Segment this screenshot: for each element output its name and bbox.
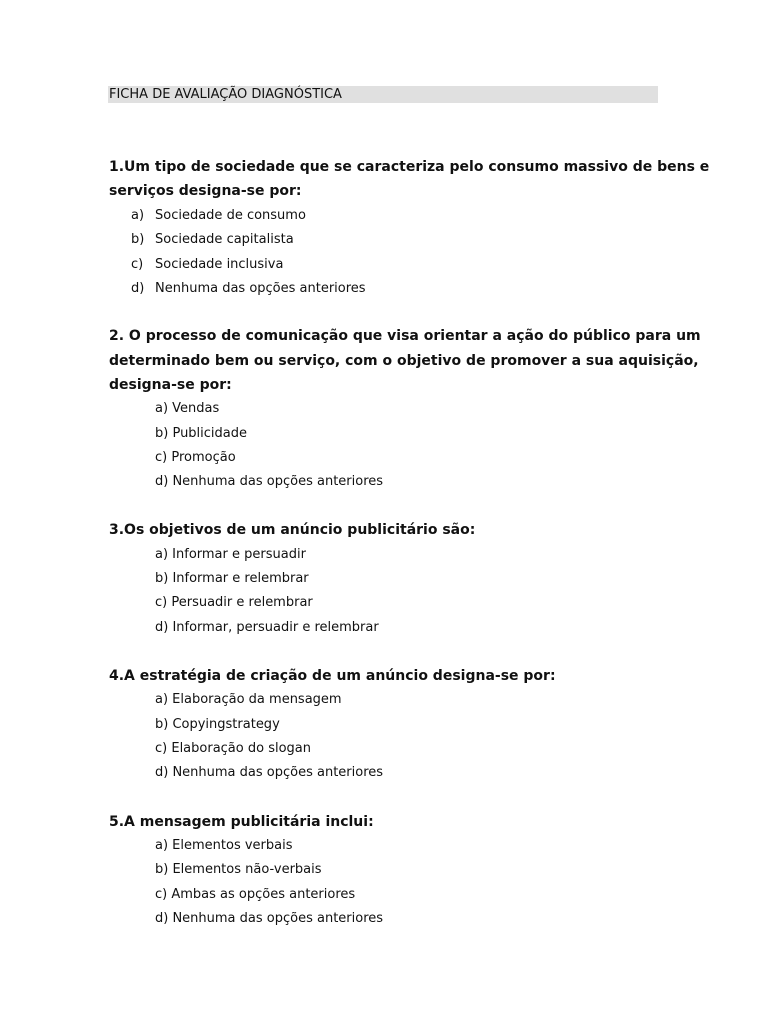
- question-4-option-d: d) Nenhuma das opções anteriores: [155, 765, 384, 780]
- question-5-option-d: d) Nenhuma das opções anteriores: [155, 911, 384, 926]
- question-1-option-b: [131, 228, 294, 252]
- question-2-line-3: designa-se por:: [109, 377, 232, 393]
- question-1-option-d: [131, 277, 366, 301]
- question-1-line-1: 1.Um tipo de sociedade que se caracteriza pelo consumo massivo de bens e: [109, 159, 710, 175]
- option-letter: d): [131, 281, 145, 296]
- option-text: Sociedade inclusiva: [155, 257, 284, 272]
- question-2-option-d: d) Nenhuma das opções anteriores: [155, 474, 384, 489]
- question-5-option-b: b) Elementos não-verbais: [155, 862, 322, 877]
- question-2-line-2: determinado bem ou serviço, com o objetivo de promover a sua aquisição,: [109, 353, 699, 369]
- option-text: Sociedade de consumo: [155, 208, 306, 223]
- question-3-option-a: a) Informar e persuadir: [155, 547, 306, 562]
- question-2-option-a: a) Vendas: [155, 401, 220, 416]
- question-4-option-a: a) Elaboração da mensagem: [155, 692, 342, 707]
- question-1-option-a: [131, 204, 306, 228]
- question-2-option-b: b) Publicidade: [155, 426, 248, 441]
- question-5-option-c: c) Ambas as opções anteriores: [155, 887, 356, 902]
- question-3-option-d: d) Informar, persuadir e relembrar: [155, 620, 379, 635]
- question-1-line-2: serviços designa-se por:: [109, 183, 302, 199]
- option-letter: b): [131, 232, 145, 247]
- option-letter: c): [131, 257, 144, 272]
- page-title: FICHA DE AVALIAÇÃO DIAGNÓSTICA: [109, 87, 342, 102]
- question-1-option-c: [131, 253, 283, 277]
- question-4-option-c: c) Elaboração do slogan: [155, 741, 311, 756]
- question-5-line-1: 5.A mensagem publicitária inclui:: [109, 814, 374, 830]
- option-text: Nenhuma das opções anteriores: [155, 281, 366, 296]
- question-4-line-1: 4.A estratégia de criação de um anúncio designa-se por:: [109, 668, 556, 684]
- question-5-option-a: a) Elementos verbais: [155, 838, 293, 853]
- option-letter: a): [131, 208, 145, 223]
- question-3-option-b: b) Informar e relembrar: [155, 571, 309, 586]
- question-3-option-c: c) Persuadir e relembrar: [155, 595, 313, 610]
- question-3-line-1: 3.Os objetivos de um anúncio publicitário são:: [109, 522, 476, 538]
- option-text: Sociedade capitalista: [155, 232, 294, 247]
- question-2-line-1: 2. O processo de comunicação que visa orientar a ação do público para um: [109, 328, 701, 344]
- question-4-option-b: b) Copyingstrategy: [155, 717, 280, 732]
- question-2-option-c: c) Promoção: [155, 450, 236, 465]
